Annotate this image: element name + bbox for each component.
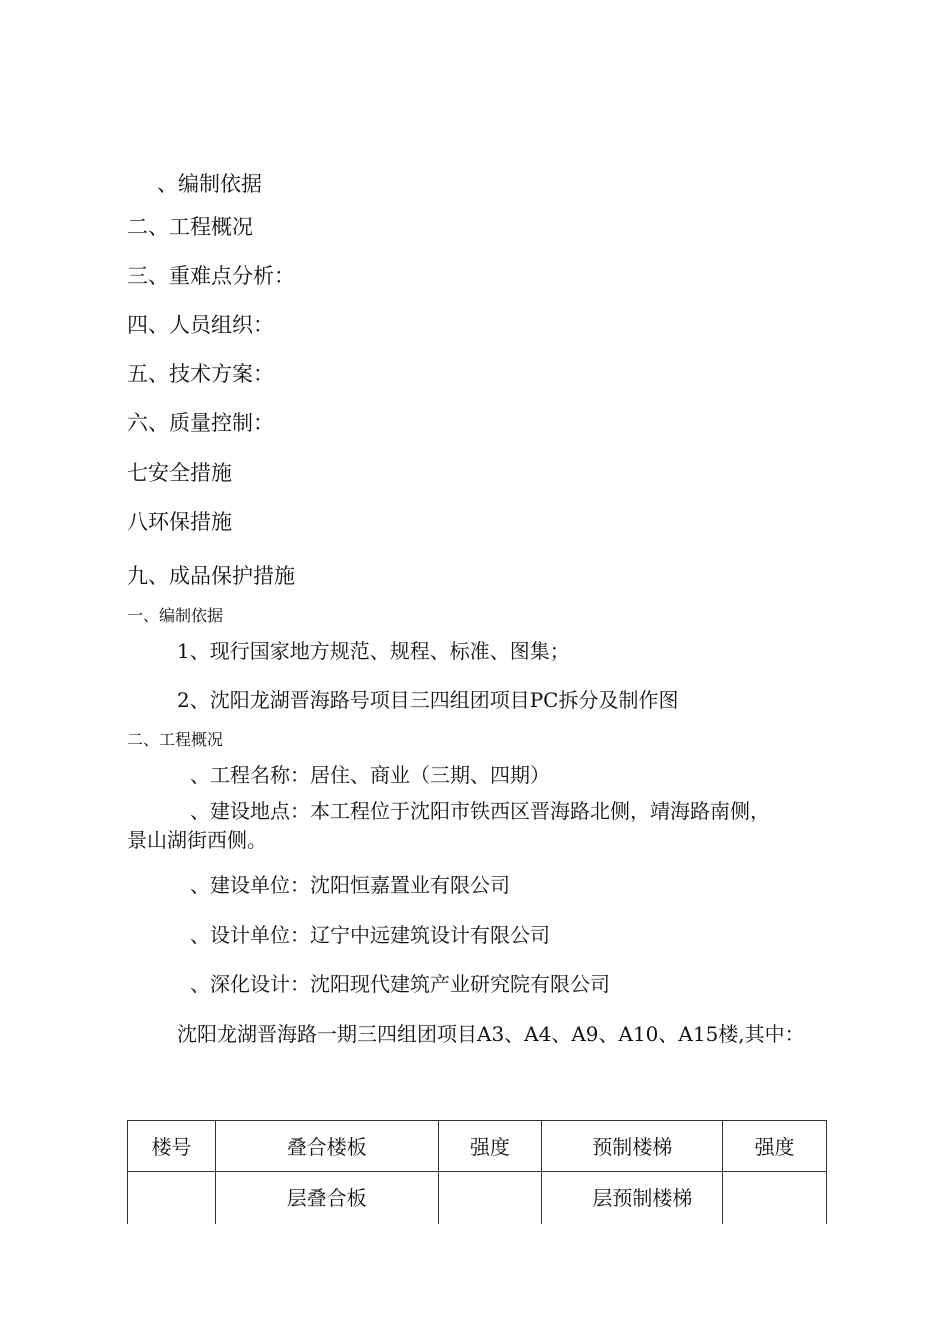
project-name: 、工程名称：居住、商业（三期、四期）	[190, 763, 550, 787]
toc-item-8: 八环保措施	[127, 510, 232, 534]
table-header-row	[128, 1121, 827, 1172]
deep-design: 、深化设计：沈阳现代建筑产业研究院有限公司	[190, 972, 610, 996]
toc-item-1: 、编制依据	[157, 172, 262, 196]
header-stair: 预制楼梯	[542, 1121, 723, 1172]
table-cell: 层叠合板	[215, 1172, 438, 1225]
toc-item-6: 六、质量控制：	[127, 411, 274, 435]
toc-item-9: 九、成品保护措施	[127, 564, 295, 588]
section2-heading: 二、工程概况	[127, 730, 224, 749]
toc-item-2: 二、工程概况	[127, 215, 253, 239]
table-cell	[438, 1172, 542, 1225]
buildings-table	[127, 1120, 827, 1224]
header-building: 楼号	[128, 1121, 216, 1172]
section1-item-1: 1、现行国家地方规范、规程、标准、图集；	[177, 639, 570, 663]
table-cell	[723, 1172, 827, 1225]
location-line-1: 、建设地点：本工程位于沈阳市铁西区晋海路北侧，靖海路南侧，	[190, 799, 770, 823]
toc-item-5: 五、技术方案：	[127, 362, 274, 386]
table-row	[128, 1172, 827, 1225]
summary: 沈阳龙湖晋海路一期三四组团项目A3、A4、A9、A10、A15楼,其中：	[177, 1022, 805, 1046]
header-strength-1: 强度	[438, 1121, 542, 1172]
owner: 、建设单位：沈阳恒嘉置业有限公司	[190, 873, 510, 897]
location-line-2: 景山湖街西侧。	[127, 828, 267, 852]
header-strength-2: 强度	[723, 1121, 827, 1172]
table-cell	[128, 1172, 216, 1225]
toc-item-3: 三、重难点分析：	[127, 264, 295, 288]
section1-item-2: 2、沈阳龙湖晋海路号项目三四组团项目PC拆分及制作图	[177, 688, 679, 712]
toc-item-7: 七安全措施	[127, 461, 232, 485]
designer: 、设计单位：辽宁中远建筑设计有限公司	[190, 923, 550, 947]
table-cell: 层预制楼梯	[542, 1172, 723, 1225]
section1-heading: 一、编制依据	[127, 606, 224, 625]
toc-item-4: 四、人员组织：	[127, 313, 274, 337]
header-slab: 叠合楼板	[215, 1121, 438, 1172]
